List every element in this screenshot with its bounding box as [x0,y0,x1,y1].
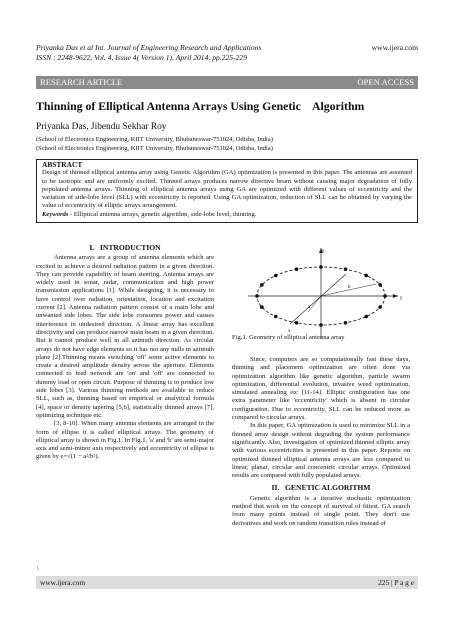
paper-title: Thinning of Elliptical Antenna Arrays Using Genetic Algorithm [36,99,365,113]
journal-header [36,43,418,63]
keywords-text: - Elliptical antenna arrays, genetic algorithm, side-lobe level, thinning. [68,210,257,218]
research-article-label: RESEARCH ARTICLE [40,77,123,87]
a-label: a [308,305,311,310]
b-label: b [348,285,351,290]
antenna-element-dot [295,321,299,325]
right-paragraph-3: Genetic algorithm is a iterative stochastic optimization method that work on the concept of survival of fittest. GA search from many points instead of single point. They don't use derivatives and work on random transition rules instead of [232,494,410,527]
antenna-element-dot [255,294,259,298]
affiliations [36,136,273,153]
antenna-element-dot [319,265,323,269]
diagonal-axis-line [290,274,346,324]
footer-band [36,576,418,589]
article-type-band [36,76,418,89]
journal-line-2: ISSN : 2248-9622, Vol. 4, Issue 4( Version 1), April 2014, pp.225-229 [36,53,247,62]
antenna-element-dot [344,267,348,271]
affiliation-1: (School of Electronics Engineering, KIIT University, Bhubaneswar-751024, Odisha, India) [36,136,273,143]
right-column [232,356,410,528]
right-paragraph-1: Since, computers are so computationally fast these days, thinning and placement optimization are often done via optimization algorithm like genetic algorithm, particle swarm optimization, differential evolution, invasive weed optimization, simulated annealing etc [11-14]. Elliptic configuration has one extra parameter like 'eccentricity' which is absent in circular configuration. Due to eccentricity, SLL can be reduced more as compared to circular arrays. [232,356,410,422]
antenna-element-dot [364,315,368,319]
antenna-element-dot [378,305,382,309]
antenna-element-dot [378,283,382,287]
open-access-label: OPEN ACCESS [357,77,414,87]
keywords-label: Keywords [42,210,69,218]
intro-heading: I. INTRODUCTION [89,243,161,252]
elliptical-array-figure [228,244,414,344]
x-label: x [288,329,291,334]
abstract-heading: ABSTRACT [42,160,83,169]
intro-paragraph-2: [3, 8-10]. When many antenna elements are arranged in the form of ellipse it is called elliptical arrays. The geometry of elliptical array is shown in Fig.1. In Fig.1, 'a' and 'b' are semi-major axis and semi-minor axis respectively and eccentricity of ellipse is given by e=√(1 − a²/b²). [36,420,214,461]
footer-site-link[interactable]: www.ijera.com [40,578,86,587]
y-label: y [322,249,325,254]
x-axis-arrow [393,294,398,298]
paper-authors: Priyanka Das, Jibendu Sekhar Roy [36,122,167,132]
antenna-element-dot [383,294,387,298]
antenna-element-dot [274,315,278,319]
ga-heading: II. GENETIC ALGORITHM [271,483,371,493]
header-site-link[interactable]: www.ijera.com [371,43,418,52]
x-label-right: y [400,296,403,301]
intro-paragraph-1: Antenna arrays are a group of antenna elements which are excited to achieve a desired radiation pattern in a given direction. They can provide capability of beam steering. Antenna arrays are widely used in sonar, radar, communication and high power transmission applications [1]. While designing, it is necessary to have control over radiation, orientation, location and excitation current [2]. Antenna radiation pattern consist of a main lobe and unwanted side lobes. The side lobe consumes power and causes interference in undesired direction. A linear array has excellent directivity and can produce narrow main beam in a given direction. But it cannot produce well in all azimuth direction. As circular arrays do not have edge elements so it has not any nulls in azimuth plane [2].Thinning means switching 'off' some active elements to create a desired amplitude density across the aperture. Elements connected to feed network are 'on' and 'off' are connected to dummy load or open circuit. Purpose of thinning is to produce low side lobes [3]. Various thinning methods are available to reduce SLL, such as, thinning based on empirical or analytical formula [4], space or density tapering [5,6], statistically thinned arrays [7], optimizing technique etc. [36,254,214,419]
right-paragraph-2: In this paper, GA optimization is used to minimize SLL in a thinned array design without degrading the system performance significantly. Also, investigation of optimized thinned elliptic array with various eccentricities is presented in this paper. Reports on optimized thinned elliptical antenna arrays are less compared to linear, planar, circular and concentric circular arrays. Optimized results are compared with fully populated arrays. [232,422,410,480]
keywords-line [42,211,412,219]
stray-mark: \ [37,565,39,572]
affiliation-2: (School of Electronics Engineering, KIIT University, Bhubaneswar-751024, Odisha, India) [36,144,273,152]
antenna-element-dot [319,323,323,327]
page-number: 225 | P a g e [378,578,414,587]
antenna-element-dot [295,267,299,271]
abstract-text: Design of thinned elliptical antenna array using Genetic Algorithm (GA) optimization is presented in this paper. The antennas are assumed to be isotropic and are uniformly excited. Thinned arrays produces narrow directive beam without causing major degradation of fully populated antenna arrays. Thinning of elliptical antenna arrays using GA are optimized with different values of eccentricity and the variation of side-lobe level (SLL) with eccentricity is reported. Using GA optimization, reduction of SLL can be obtained by varying the value of eccentricity of elliptic arrays arrangement. [42,169,412,210]
antenna-element-dot [260,283,264,287]
antenna-element-dot [344,321,348,325]
figure-caption: Fig.1. Geometry of elliptical antenna array [232,334,345,341]
antenna-element-dot [364,274,368,278]
antenna-element-dot [274,274,278,278]
abstract-box [36,159,418,223]
left-column [36,244,214,462]
antenna-element-dot [260,305,264,309]
journal-line-1: Priyanka Das et al Int. Journal of Engineering Research and Applications [36,43,262,52]
